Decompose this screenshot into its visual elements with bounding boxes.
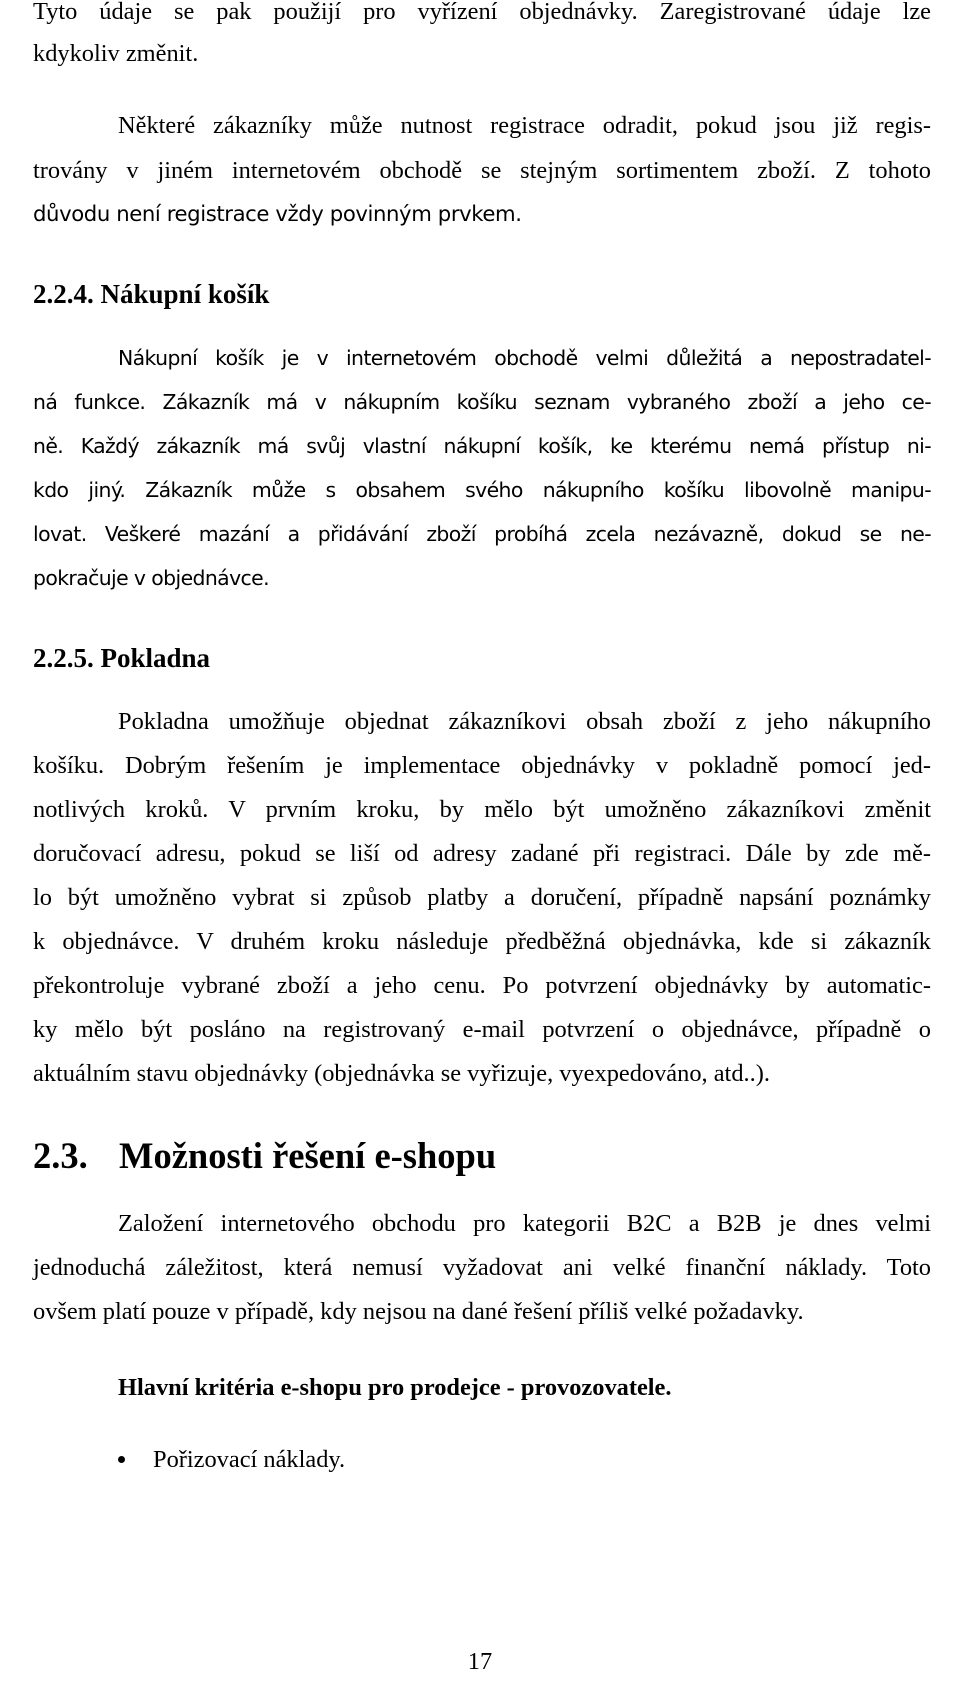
body-line: ně. Každý zákazník má svůj vlastní nákupní košík, ke kterému nemá přístup ni- [33, 434, 931, 458]
body-line: Pokladna umožňuje objednat zákazníkovi obsah zboží z jeho nákupního [118, 708, 931, 735]
body-line: ná funkce. Zákazník má v nákupním košíku seznam vybraného zboží a jeho ce- [33, 390, 931, 414]
intro-line: Některé zákazníky může nutnost registrace odradit, pokud jsou již regis- [118, 112, 931, 139]
intro-line: kdykoliv změnit. [33, 40, 199, 67]
section-title: Možnosti řešení e-shopu [119, 1135, 497, 1176]
section-number: 2.3. [33, 1135, 88, 1176]
criteria-heading: Hlavní kritéria e-shopu pro prodejce - provozovatele. [118, 1374, 672, 1401]
section-heading-23 [33, 1134, 496, 1178]
section-heading-224 [33, 276, 269, 312]
bullet-icon [118, 1456, 125, 1463]
body-line: notlivých kroků. V prvním kroku, by mělo být umožněno zákazníkovi změnit [33, 796, 931, 823]
section-title: Nákupní košík [100, 279, 270, 309]
section-title: Pokladna [100, 643, 211, 673]
intro-line: důvodu není registrace vždy povinným prvkem. [33, 201, 522, 226]
body-line: Nákupní košík je v internetovém obchodě velmi důležitá a nepostradatel- [118, 346, 931, 370]
body-line: ovšem platí pouze v případě, kdy nejsou na dané řešení příliš velké požadavky. [33, 1298, 804, 1325]
body-line: lovat. Veškeré mazání a přidávání zboží probíhá zcela nezávazně, dokud se ne- [33, 522, 931, 546]
intro-line: trovány v jiném internetovém obchodě se stejným sortimentem zboží. Z tohoto [33, 157, 931, 184]
body-line: doručovací adresu, pokud se liší od adresy zadané při registraci. Dále by zde mě- [33, 840, 931, 867]
body-line: pokračuje v objednávce. [33, 566, 269, 590]
body-line: překontroluje vybrané zboží a jeho cenu. Po potvrzení objednávky by automatic- [33, 972, 931, 999]
section-number: 2.2.5. [33, 643, 94, 673]
list-item-text: Pořizovací náklady. [153, 1446, 346, 1473]
body-line: lo být umožněno vybrat si způsob platby a doručení, případně napsání poznámky [33, 884, 931, 911]
body-line: jednoduchá záležitost, která nemusí vyžadovat ani velké finanční náklady. Toto [33, 1254, 931, 1281]
body-line: aktuálním stavu objednávky (objednávka se vyřizuje, vyexpedováno, atd..). [33, 1060, 770, 1087]
body-line: košíku. Dobrým řešením je implementace objednávky v pokladně pomocí jed- [33, 752, 931, 779]
intro-line: Tyto údaje se pak použijí pro vyřízení objednávky. Zaregistrované údaje lze [33, 0, 931, 25]
section-heading-225 [33, 640, 210, 676]
section-number: 2.2.4. [33, 279, 94, 309]
body-line: ky mělo být posláno na registrovaný e-mail potvrzení o objednávce, případně o [33, 1016, 931, 1043]
body-line: Založení internetového obchodu pro kategorii B2C a B2B je dnes velmi [118, 1210, 931, 1237]
body-line: k objednávce. V druhém kroku následuje předběžná objednávka, kde si zákazník [33, 928, 931, 955]
body-line: kdo jiný. Zákazník může s obsahem svého nákupního košíku libovolně manipu- [33, 478, 931, 502]
page-number: 17 [467, 1648, 493, 1675]
list-item [118, 1442, 345, 1478]
